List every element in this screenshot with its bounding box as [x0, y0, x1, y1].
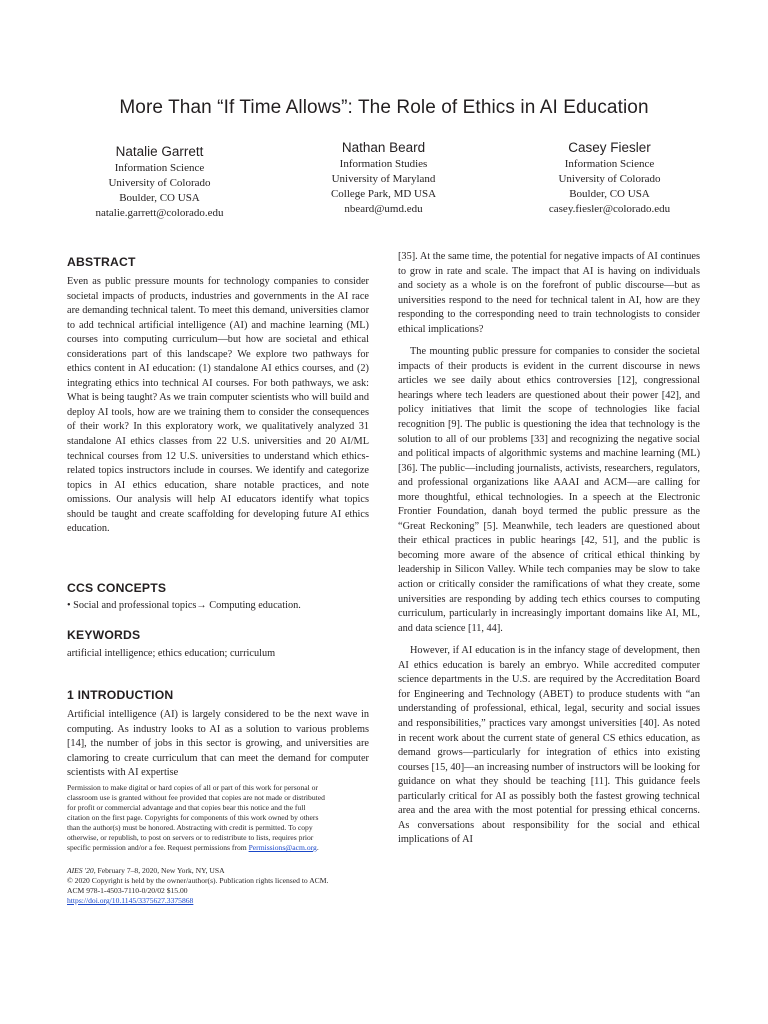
permission-footnote — [67, 783, 372, 853]
abstract-text: Even as public pressure mounts for technology companies to consider societal impacts of products, industries and governments in the AI race are demanding technical talent. To meet this demand, universities clamor to add technical artificial intelligence (AI) and machine learning (ML) courses into computing curriculum—but how are societal and ethical considerations part of this landscape? We explore two pathways for ethics content in AI education: (1) standalone AI ethics courses, and (2) integrating ethics into technical AI courses. For both pathways, we ask: What is being taught? As we train computer scientists who will build and deploy AI tools, how are we training them to consider the consequences of their work? In this exploratory work, we qualitatively analyzed 31 standalone AI ethics classes from 22 U.S. universities and 20 AI/ML technical courses from 12 U.S. universities to understand which ethics-related topics instructors include in courses. We identify and categorize topics in AI ethics education, share notable practices, and note omissions. Our analysis will help AI educators identify what topics should be taught and create scaffolding for developing future AI ethics education. — [67, 276, 369, 535]
author-affiliation: Information Studies — [339, 158, 428, 170]
author-affiliation: Information Science — [564, 158, 655, 170]
abstract-heading: ABSTRACT — [67, 255, 136, 269]
keywords-body — [67, 647, 369, 662]
author-location: Boulder, CO USA — [119, 192, 200, 204]
venue-line — [67, 866, 372, 876]
paragraph: The mounting public pressure for companies to consider the societal impacts of their products is evident in the current discourse in news articles we see daily about ethics controversies [12], congressional hearings where tech leaders are questioned about their power [42], and policy initiatives that limit the scope of technologies like facial recognition [9]. The public is questioning the idea that technology is the solution to all of our problems [33] and recognizing the negative social and political impacts of algorithmic systems and machine learning (ML) [36]. The public—including journalists, activists, researchers, regulators, and professional organizations like AAAI and ACM—are calling for more thoughtful, ethical technologies. In a speech at the Electronic Frontier Foundation, danah boyd termed the public pressure as the “Great Reckoning” [5]. Meanwhile, tech leaders are questioned about their ethical practices in public hearings [42, 51], and the public is becoming more aware of the absence of critical ethical thinking by leadership in Silicon Valley. While tech companies may be slow to take action or critically consider the ramifications of what they create, some universities are responding by adding tech ethics courses to computing curriculum, particularly in increasingly important domains like AI, ML, and data science [11, 44]. — [398, 346, 700, 634]
keywords-text: artificial intelligence; ethics education; curriculum — [67, 648, 276, 659]
venue-date: February 7–8, 2020, New York, NY, USA — [95, 866, 225, 875]
author-email: casey.fiesler@colorado.edu — [548, 203, 671, 215]
paragraph: However, if AI education is in the infancy stage of development, then AI ethics education is barely an embryo. While accredited computer science departments in the U.S. are required by the Accreditation Board for Engineering and Technology (ABET) to produce students with “an understanding of professional, ethical, legal, security and social issues and responsibilities,” practices vary amongst universities [40]. As noted in recent work about the current state of general CS ethics education, as demand grows—particularly for integration of ethics into existing courses [15, 40]—an increasing number of instructors will be looking for guidance on what they should be teaching [11]. This guidance feels particularly critical for AI as possibly both the fastest growing technical area and the area with the most potential for pressing ethical concerns. As conversations about responsibility for the social and ethical implications of AI — [398, 645, 700, 846]
venue-name: AIES '20, — [67, 866, 96, 875]
permission-line: Permission to make digital or hard copies of all or part of this work for personal or — [67, 783, 318, 792]
author-name: Natalie Garrett — [115, 144, 204, 159]
author-university: University of Maryland — [331, 173, 436, 185]
permission-line: than the author(s) must be honored. Abstracting with credit is permitted. To copy — [67, 823, 313, 832]
ccs-body — [67, 599, 369, 614]
author-name: Casey Fiesler — [568, 140, 651, 155]
abstract-body — [67, 275, 369, 537]
author-location: College Park, MD USA — [330, 188, 437, 200]
paragraph: [35]. At the same time, the potential for negative impacts of AI continues to grow in rate and scale. The impact that AI is having on individuals and society as a whole is on the forefront of public discourse—but as universities respond to the need for technical talent in AI, how are they responding to the corresponding need to train technologists to consider ethical implications? — [398, 251, 700, 335]
copyright-line: © 2020 Copyright is held by the owner/author(s). Publication rights licensed to ACM. — [67, 876, 329, 885]
author-block-1 — [62, 143, 257, 221]
paper-title: More Than “If Time Allows”: The Role of Ethics in AI Education — [119, 97, 649, 118]
author-affiliation: Information Science — [114, 162, 205, 174]
ccs-text: • Social and professional topics→ Computing education. — [67, 600, 301, 611]
keywords-heading: KEYWORDS — [67, 628, 141, 642]
permission-line — [67, 843, 372, 853]
ccs-heading: CCS CONCEPTS — [67, 581, 167, 595]
isbn-line: ACM 978-1-4503-7110-0/20/02 $15.00 — [67, 886, 188, 895]
author-name: Nathan Beard — [341, 140, 426, 155]
author-block-3 — [512, 139, 707, 217]
author-university: University of Colorado — [558, 173, 661, 185]
intro-text: Artificial intelligence (AI) is largely considered to be the next wave in computing. As industry looks to AI as a solution to various problems [14], the number of jobs in this sector is growing, and universities are clamoring to create curriculum that can meet the demand for computer scientists with AI expertise — [67, 709, 369, 779]
permission-line: classroom use is granted without fee provided that copies are not made or distributed — [67, 793, 325, 802]
permissions-email-link[interactable]: Permissions@acm.org — [248, 843, 317, 852]
right-column — [398, 250, 700, 848]
intro-heading: 1 INTRODUCTION — [67, 688, 174, 702]
doi-link[interactable]: https://doi.org/10.1145/3375627.3375868 — [67, 896, 194, 905]
permission-line: citation on the first page. Copyrights for components of this work owned by others — [67, 813, 319, 822]
intro-body — [67, 708, 369, 781]
author-email: natalie.garrett@colorado.edu — [95, 207, 224, 219]
permission-text: specific permission and/or a fee. Request permissions from — [67, 843, 249, 852]
publication-info — [67, 866, 372, 906]
author-university: University of Colorado — [108, 177, 211, 189]
permission-line: for profit or commercial advantage and that copies bear this notice and the full — [67, 803, 306, 812]
permission-period: . — [316, 843, 319, 852]
author-email: nbeard@umd.edu — [344, 203, 423, 215]
author-location: Boulder, CO USA — [569, 188, 650, 200]
permission-line: otherwise, or republish, to post on servers or to redistribute to lists, requires prior — [67, 833, 314, 842]
author-block-2 — [286, 139, 481, 217]
